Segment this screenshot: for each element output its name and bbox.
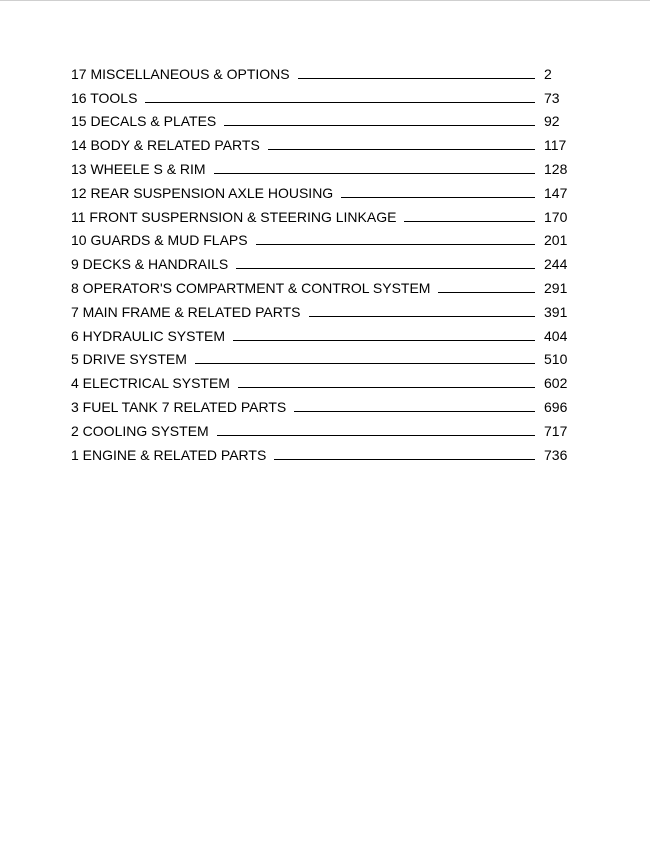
toc-entry-title: 16 TOOLS <box>71 89 138 106</box>
toc-entry[interactable] <box>71 153 576 177</box>
toc-leader-line <box>238 387 535 388</box>
toc-entry-title: 11 FRONT SUSPERNSION & STEERING LINKAGE <box>71 208 397 225</box>
toc-entry-title: 12 REAR SUSPENSION AXLE HOUSING <box>71 184 334 201</box>
toc-entry-title: 5 DRIVE SYSTEM <box>71 351 187 368</box>
toc-entry[interactable] <box>71 272 576 296</box>
toc-entry[interactable] <box>71 391 576 415</box>
toc-entry-page: 92 <box>544 113 560 130</box>
toc-entry[interactable] <box>71 439 576 463</box>
toc-entry[interactable] <box>71 58 576 82</box>
table-of-contents <box>71 58 576 463</box>
toc-entry-page: 510 <box>544 351 568 368</box>
toc-entry-title: 13 WHEELE S & RIM <box>71 160 206 177</box>
page-top-border <box>0 0 650 1</box>
toc-leader-line <box>233 340 535 341</box>
toc-entry-title: 8 OPERATOR'S COMPARTMENT & CONTROL SYSTEM <box>71 279 431 296</box>
toc-entry-title: 15 DECALS & PLATES <box>71 113 217 130</box>
toc-entry-title: 3 FUEL TANK 7 RELATED PARTS <box>71 398 287 415</box>
toc-entry[interactable] <box>71 177 576 201</box>
toc-leader-line <box>341 197 535 198</box>
toc-entry-page: 117 <box>544 137 567 154</box>
toc-leader-line <box>294 411 535 412</box>
toc-entry-page: 128 <box>544 160 568 177</box>
toc-entry-title: 10 GUARDS & MUD FLAPS <box>71 232 248 249</box>
toc-entry-page: 201 <box>544 232 568 249</box>
toc-entry-title: 14 BODY & RELATED PARTS <box>71 137 260 154</box>
toc-entry[interactable] <box>71 367 576 391</box>
toc-entry-page: 170 <box>544 208 568 225</box>
toc-entry[interactable] <box>71 82 576 106</box>
toc-entry-title: 1 ENGINE & RELATED PARTS <box>71 446 267 463</box>
toc-entry[interactable] <box>71 415 576 439</box>
toc-entry[interactable] <box>71 296 576 320</box>
toc-entry[interactable] <box>71 344 576 368</box>
toc-leader-line <box>309 316 536 317</box>
toc-entry[interactable] <box>71 201 576 225</box>
toc-entry-title: 6 HYDRAULIC SYSTEM <box>71 327 226 344</box>
toc-entry-title: 2 COOLING SYSTEM <box>71 422 209 439</box>
toc-entry-page: 244 <box>544 256 568 273</box>
toc-leader-line <box>256 244 535 245</box>
toc-leader-line <box>195 363 535 364</box>
toc-entry[interactable] <box>71 129 576 153</box>
toc-entry-title: 9 DECKS & HANDRAILS <box>71 256 229 273</box>
toc-entry-page: 147 <box>544 184 568 201</box>
toc-entry-page: 404 <box>544 327 568 344</box>
toc-entry-page: 602 <box>544 375 568 392</box>
toc-entry-page: 73 <box>544 89 560 106</box>
toc-leader-line <box>298 78 535 79</box>
toc-entry-page: 291 <box>544 279 568 296</box>
toc-entry[interactable] <box>71 248 576 272</box>
toc-leader-line <box>438 292 535 293</box>
toc-entry-page: 696 <box>544 398 568 415</box>
toc-entry-page: 736 <box>544 446 568 463</box>
toc-entry-title: 4 ELECTRICAL SYSTEM <box>71 375 230 392</box>
toc-entry-title: 7 MAIN FRAME & RELATED PARTS <box>71 303 301 320</box>
toc-entry-page: 2 <box>544 65 552 82</box>
toc-leader-line <box>274 459 535 460</box>
toc-leader-line <box>214 173 535 174</box>
toc-entry[interactable] <box>71 225 576 249</box>
toc-leader-line <box>404 221 535 222</box>
toc-leader-line <box>145 102 535 103</box>
toc-leader-line <box>224 125 535 126</box>
toc-leader-line <box>268 149 535 150</box>
toc-entry-page: 717 <box>544 422 568 439</box>
toc-entry[interactable] <box>71 106 576 130</box>
toc-entry-title: 17 MISCELLANEOUS & OPTIONS <box>71 65 290 82</box>
toc-leader-line <box>217 435 535 436</box>
toc-entry[interactable] <box>71 320 576 344</box>
toc-entry-page: 391 <box>544 303 568 320</box>
toc-leader-line <box>236 268 535 269</box>
